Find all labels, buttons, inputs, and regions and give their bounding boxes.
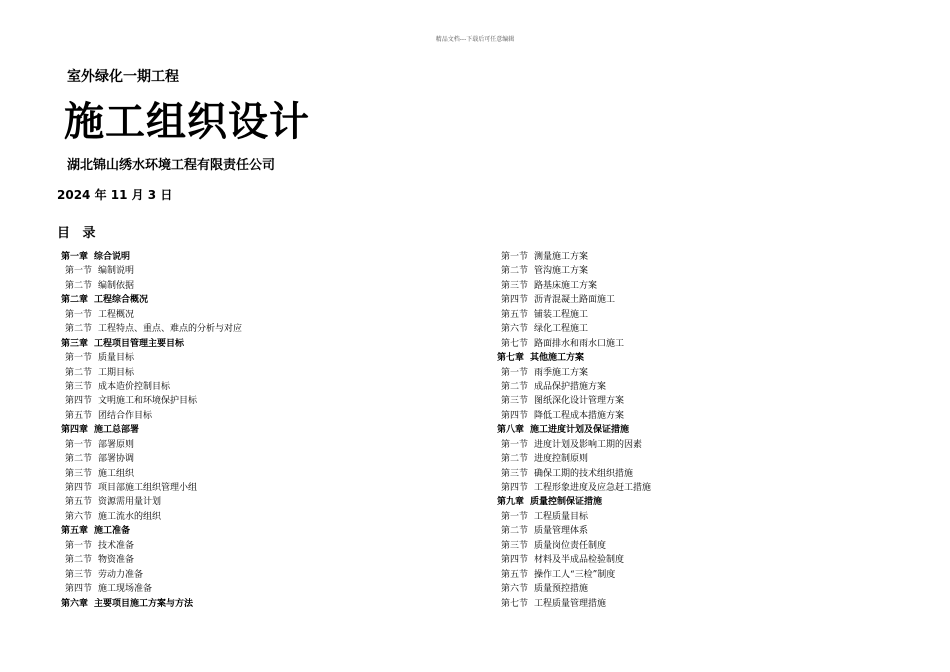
toc-entry-title: 进度控制原则 <box>534 454 589 465</box>
toc-section-entry[interactable] <box>61 394 242 408</box>
toc-entry-title: 测量施工方案 <box>534 252 589 262</box>
toc-entry-number: 第一节 <box>501 252 529 262</box>
toc-entry-number: 第一节 <box>501 439 529 450</box>
toc-entry-title: 其他施工方案 <box>530 353 585 364</box>
toc-entry-title: 成本造价控制目标 <box>98 381 171 392</box>
toc-entry-title: 部署协调 <box>98 454 135 465</box>
page-header-note: 精品文档---下载后可任意编辑 <box>435 36 515 43</box>
toc-entry-number: 第七节 <box>501 598 529 609</box>
toc-entry-number: 第五章 <box>61 526 89 537</box>
toc-entry-title: 工程概况 <box>98 309 135 320</box>
toc-entry-number: 第七章 <box>497 353 525 364</box>
toc-section-entry[interactable] <box>61 539 242 553</box>
project-name: 室外绿化一期工程 <box>67 69 179 85</box>
toc-entry-number: 第六节 <box>501 584 529 595</box>
toc-section-entry[interactable] <box>497 481 651 495</box>
toc-entry-number: 第二节 <box>65 280 93 291</box>
toc-section-entry[interactable] <box>497 452 651 466</box>
toc-entry-number: 第五节 <box>65 410 93 421</box>
toc-entry-number: 第四节 <box>65 483 93 493</box>
toc-section-entry[interactable] <box>497 568 651 582</box>
toc-entry-title: 操作工人“三检”制度 <box>534 569 616 580</box>
toc-section-entry[interactable] <box>61 452 242 466</box>
toc-entry-number: 第八章 <box>497 425 525 436</box>
toc-entry-title: 施工组织 <box>98 468 135 479</box>
toc-entry-number: 第二节 <box>501 526 529 537</box>
toc-entry-title: 质量目标 <box>98 353 135 364</box>
toc-entry-title: 工程特点、重点、难点的分析与对应 <box>98 324 243 335</box>
toc-entry-number: 第四节 <box>501 410 529 421</box>
toc-entry-number: 第四节 <box>65 584 93 595</box>
toc-section-entry[interactable] <box>61 438 242 452</box>
toc-entry-number: 第二节 <box>65 555 93 566</box>
toc-entry-number: 第二节 <box>501 381 529 392</box>
toc-section-entry[interactable] <box>61 308 242 322</box>
toc-section-entry[interactable] <box>497 322 651 336</box>
toc-entry-title: 部署原则 <box>98 439 135 450</box>
toc-entry-number: 第一节 <box>65 439 93 450</box>
toc-entry-number: 第六章 <box>61 598 89 609</box>
toc-entry-title: 质量控制保证措施 <box>530 497 603 508</box>
toc-section-entry[interactable] <box>61 510 242 524</box>
document-date: 2024 年 11 月 3 日 <box>57 188 173 202</box>
toc-entry-title: 成品保护措施方案 <box>534 381 607 392</box>
toc-entry-number: 第二章 <box>61 295 89 306</box>
toc-section-entry[interactable] <box>61 467 242 481</box>
toc-section-entry[interactable] <box>497 293 651 307</box>
toc-chapter-entry[interactable] <box>61 250 242 264</box>
toc-entry-title: 工程项目管理主要目标 <box>94 338 185 349</box>
toc-entry-title: 施工总部署 <box>94 425 140 436</box>
toc-entry-title: 图纸深化设计管理方案 <box>534 396 625 407</box>
toc-heading: 目 录 <box>57 226 100 241</box>
toc-section-entry[interactable] <box>61 264 242 278</box>
toc-entry-title: 确保工期的技术组织措施 <box>534 468 634 479</box>
toc-entry-number: 第二节 <box>65 367 93 378</box>
company-name: 湖北锦山绣水环境工程有限责任公司 <box>67 158 276 173</box>
toc-entry-number: 第一章 <box>61 252 89 262</box>
toc-entry-title: 技术准备 <box>98 540 135 551</box>
toc-entry-title: 材料及半成品检验制度 <box>534 555 625 566</box>
toc-entry-title: 路基床施工方案 <box>534 280 598 291</box>
toc-entry-number: 第一节 <box>65 266 93 277</box>
toc-entry-number: 第五节 <box>65 497 93 508</box>
toc-chapter-entry[interactable] <box>497 423 651 437</box>
toc-entry-number: 第一节 <box>65 540 93 551</box>
toc-left-column <box>61 250 242 611</box>
toc-entry-title: 资源需用量计划 <box>98 497 162 508</box>
toc-entry-title: 施工现场准备 <box>98 584 153 595</box>
toc-section-entry[interactable] <box>61 553 242 567</box>
toc-section-entry[interactable] <box>61 495 242 509</box>
toc-section-entry[interactable] <box>497 409 651 423</box>
toc-entry-number: 第一节 <box>501 367 529 378</box>
toc-entry-number: 第五节 <box>501 309 529 320</box>
toc-entry-title: 进度计划及影响工期的因素 <box>534 439 643 450</box>
toc-entry-title: 主要项目施工方案与方法 <box>94 598 194 609</box>
toc-section-entry[interactable] <box>497 264 651 278</box>
toc-section-entry[interactable] <box>497 510 651 524</box>
toc-entry-number: 第四节 <box>501 555 529 566</box>
toc-entry-number: 第三节 <box>501 396 529 407</box>
toc-right-column <box>497 250 651 611</box>
toc-entry-number: 第二节 <box>65 454 93 465</box>
toc-entry-number: 第九章 <box>497 497 525 508</box>
toc-section-entry[interactable] <box>61 568 242 582</box>
toc-entry-title: 工程综合概况 <box>94 295 149 306</box>
toc-section-entry[interactable] <box>497 380 651 394</box>
toc-entry-title: 物资准备 <box>98 555 135 566</box>
toc-section-entry[interactable] <box>61 322 242 336</box>
document-title: 施工组织设计 <box>64 99 310 145</box>
toc-entry-number: 第三节 <box>501 280 529 291</box>
toc-section-entry[interactable] <box>61 366 242 380</box>
toc-entry-title: 质量管理体系 <box>534 526 589 537</box>
toc-entry-title: 施工准备 <box>94 526 131 537</box>
toc-entry-number: 第四节 <box>501 483 529 493</box>
toc-entry-title: 降低工程成本措施方案 <box>534 410 625 421</box>
toc-section-entry[interactable] <box>497 366 651 380</box>
toc-entry-number: 第七节 <box>501 338 529 349</box>
toc-entry-number: 第六节 <box>65 511 93 522</box>
toc-entry-number: 第一节 <box>65 309 93 320</box>
toc-section-entry[interactable] <box>497 524 651 538</box>
toc-entry-title: 路面排水和雨水口施工 <box>534 338 625 349</box>
toc-chapter-entry[interactable] <box>61 293 242 307</box>
toc-entry-title: 绿化工程施工 <box>534 324 589 335</box>
toc-entry-number: 第四章 <box>61 425 89 436</box>
toc-entry-title: 管沟施工方案 <box>534 266 589 277</box>
toc-entry-title: 铺装工程施工 <box>534 309 589 320</box>
toc-chapter-entry[interactable] <box>61 597 242 611</box>
toc-section-entry[interactable] <box>61 481 242 495</box>
toc-entry-title: 工期目标 <box>98 367 135 378</box>
toc-entry-number: 第一节 <box>65 353 93 364</box>
toc-entry-title: 工程形象进度及应急赶工措施 <box>534 483 652 493</box>
toc-entry-number: 第二节 <box>65 324 93 335</box>
toc-entry-title: 工程质量目标 <box>534 511 589 522</box>
toc-chapter-entry[interactable] <box>61 524 242 538</box>
toc-entry-title: 雨季施工方案 <box>534 367 589 378</box>
toc-section-entry[interactable] <box>61 380 242 394</box>
toc-entry-number: 第二节 <box>501 266 529 277</box>
toc-entry-number: 第三节 <box>65 569 93 580</box>
toc-entry-number: 第三节 <box>65 468 93 479</box>
toc-entry-title: 综合说明 <box>94 252 131 262</box>
toc-section-entry[interactable] <box>61 582 242 596</box>
toc-section-entry[interactable] <box>497 467 651 481</box>
toc-section-entry[interactable] <box>497 582 651 596</box>
toc-entry-number: 第三节 <box>501 540 529 551</box>
toc-entry-title: 工程质量管理措施 <box>534 598 607 609</box>
toc-entry-title: 项目部施工组织管理小组 <box>98 483 198 493</box>
toc-section-entry[interactable] <box>497 308 651 322</box>
toc-entry-number: 第五节 <box>501 569 529 580</box>
toc-entry-title: 编制依据 <box>98 280 135 291</box>
toc-entry-title: 团结合作目标 <box>98 410 153 421</box>
toc-section-entry[interactable] <box>497 438 651 452</box>
toc-entry-number: 第三节 <box>65 381 93 392</box>
toc-section-entry[interactable] <box>497 553 651 567</box>
toc-entry-title: 文明施工和环境保护目标 <box>98 396 198 407</box>
toc-section-entry[interactable] <box>497 597 651 611</box>
toc-entry-number: 第一节 <box>501 511 529 522</box>
toc-chapter-entry[interactable] <box>497 495 651 509</box>
toc-entry-title: 劳动力准备 <box>98 569 144 580</box>
toc-section-entry[interactable] <box>61 351 242 365</box>
toc-section-entry[interactable] <box>497 279 651 293</box>
toc-entry-number: 第二节 <box>501 454 529 465</box>
toc-entry-title: 编制说明 <box>98 266 135 277</box>
toc-entry-title: 施工进度计划及保证措施 <box>530 425 630 436</box>
toc-entry-title: 沥青混凝土路面施工 <box>534 295 616 306</box>
toc-entry-number: 第四节 <box>501 295 529 306</box>
toc-section-entry[interactable] <box>61 409 242 423</box>
toc-section-entry[interactable] <box>497 539 651 553</box>
toc-section-entry[interactable] <box>497 394 651 408</box>
toc-chapter-entry[interactable] <box>61 337 242 351</box>
toc-entry-title: 质量岗位责任制度 <box>534 540 607 551</box>
toc-chapter-entry[interactable] <box>61 423 242 437</box>
toc-section-entry[interactable] <box>61 279 242 293</box>
toc-entry-number: 第四节 <box>65 396 93 407</box>
toc-section-entry[interactable] <box>497 250 651 264</box>
toc-entry-title: 质量预控措施 <box>534 584 589 595</box>
toc-section-entry[interactable] <box>497 337 651 351</box>
toc-entry-number: 第三章 <box>61 338 89 349</box>
toc-chapter-entry[interactable] <box>497 351 651 365</box>
toc-entry-number: 第六节 <box>501 324 529 335</box>
toc-entry-number: 第三节 <box>501 468 529 479</box>
toc-entry-title: 施工流水的组织 <box>98 511 162 522</box>
